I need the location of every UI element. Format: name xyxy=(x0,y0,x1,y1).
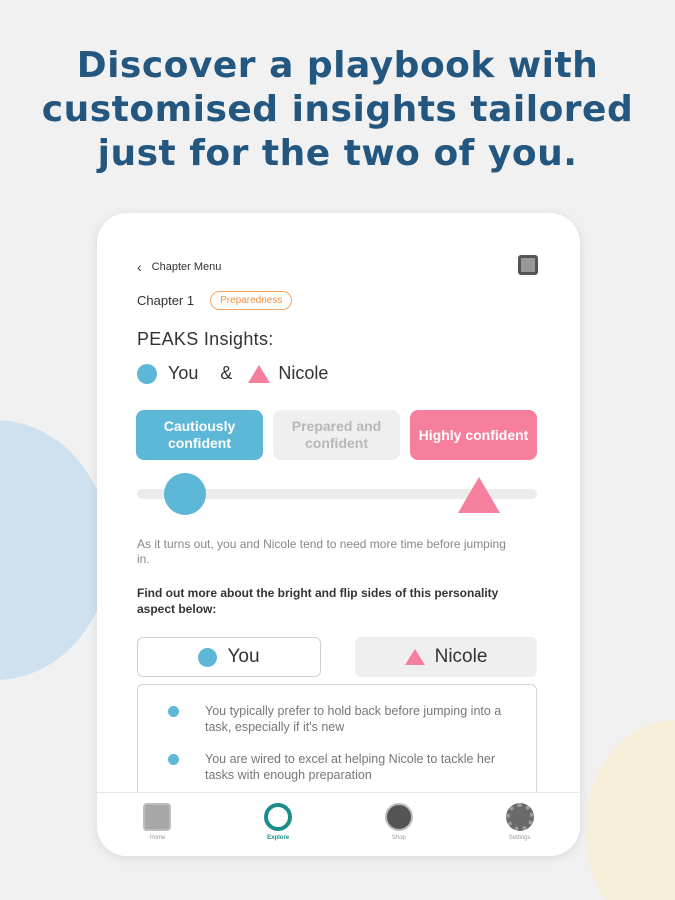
level-highly-confident: Highly confident xyxy=(410,410,537,460)
person-toggle xyxy=(137,637,537,677)
topic-badge: Preparedness xyxy=(210,291,292,310)
nav-explore[interactable] xyxy=(218,793,339,856)
chapter-menu-back-button[interactable] xyxy=(137,261,221,273)
you-circle-icon xyxy=(137,364,157,384)
bottom-nav xyxy=(97,792,580,856)
nav-settings-label: Settings xyxy=(508,835,531,841)
partner-label: Nicole xyxy=(278,363,329,383)
book-icon[interactable] xyxy=(518,255,538,275)
level-prepared-confident: Prepared and confident xyxy=(273,410,400,460)
background-blob-right xyxy=(585,720,675,900)
back-label: Chapter Menu xyxy=(151,261,222,273)
toggle-you-button[interactable] xyxy=(137,637,321,677)
nicole-marker-icon xyxy=(458,477,500,513)
shop-icon xyxy=(385,803,413,831)
chevron-left-icon: ‹ xyxy=(137,259,142,275)
nav-shop[interactable] xyxy=(339,793,460,856)
nav-shop-label: Shop xyxy=(391,835,406,841)
insight-description: As it turns out, you and Nicole tend to need more time before jumping in. xyxy=(137,537,506,566)
find-out-prompt: Find out more about the bright and flip sides of this personality aspect below: xyxy=(137,586,499,616)
background-blob-left xyxy=(0,420,110,680)
settings-icon xyxy=(506,803,534,831)
headline-line-1: Discover a playbook with xyxy=(76,45,599,86)
nicole-triangle-icon xyxy=(248,365,270,383)
list-item xyxy=(168,751,508,783)
you-circle-icon xyxy=(198,648,217,667)
insights-title: PEAKS Insights: xyxy=(137,329,274,349)
you-label: You xyxy=(168,363,199,383)
ampersand: & xyxy=(220,363,233,383)
bullet-dot-icon xyxy=(168,706,179,717)
home-icon xyxy=(143,803,171,831)
nicole-triangle-icon xyxy=(405,649,425,665)
headline xyxy=(0,44,675,176)
level-cautiously-confident: Cautiously confident xyxy=(136,410,263,460)
nav-home[interactable] xyxy=(97,793,218,856)
nav-explore-label: Explore xyxy=(267,835,290,841)
nav-home-label: Home xyxy=(149,835,166,841)
list-item xyxy=(168,703,508,735)
bullet-dot-icon xyxy=(168,754,179,765)
chapter-row xyxy=(137,291,292,310)
pair-legend xyxy=(137,363,328,384)
toggle-you-label: You xyxy=(227,646,260,667)
toggle-nicole-label: Nicole xyxy=(434,646,488,667)
explore-icon xyxy=(264,803,292,831)
bullet-text: You typically prefer to hold back before jumping into a task, especially if it's new xyxy=(205,704,502,734)
confidence-levels xyxy=(136,410,537,460)
headline-line-3: just for the two of you. xyxy=(97,133,578,174)
chapter-label: Chapter 1 xyxy=(137,293,195,308)
bullet-text: You are wired to excel at helping Nicole to tackle her tasks with enough preparation xyxy=(205,752,495,782)
nav-settings[interactable] xyxy=(459,793,580,856)
top-bar xyxy=(137,259,540,279)
headline-line-2: customised insights tailored xyxy=(41,89,634,130)
phone-screen xyxy=(97,213,580,856)
you-marker-icon xyxy=(164,473,206,515)
toggle-nicole-button[interactable] xyxy=(355,637,537,677)
